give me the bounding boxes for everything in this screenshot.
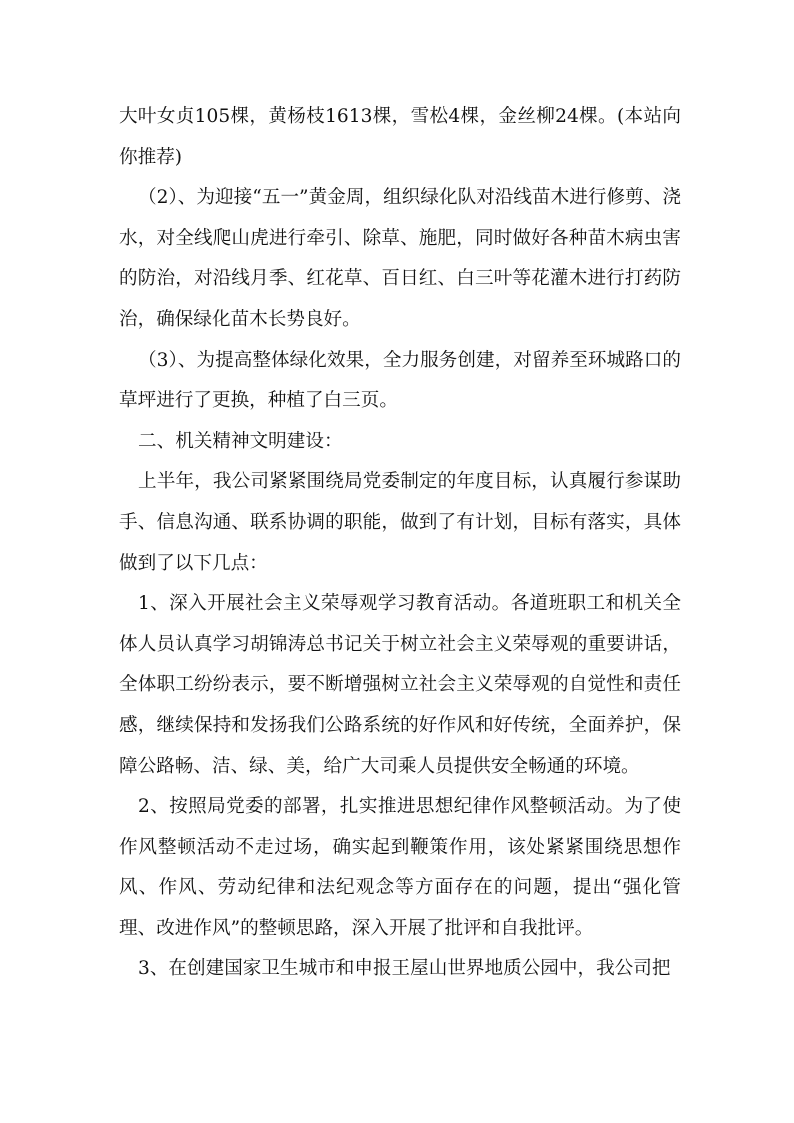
paragraph-tree-counts: 大叶女贞105棵，黄杨枝1613棵，雪松4棵，金丝柳24棵。(本站向你推荐) xyxy=(119,106,681,168)
document-body xyxy=(119,97,681,990)
paragraph-point-2: 2、按照局党委的部署，扎实推进思想纪律作风整顿活动。为了使作风整顿活动不走过场，确实起到鞭策作用，该处紧紧围绕思想作风、作风、劳动纪律和法纪观念等方面存在的问题，提出“强化管理、改进作风”的整顿思路，深入开展了批评和自我批评。 xyxy=(119,796,681,939)
section-heading: 二、机关精神文明建设： xyxy=(138,430,343,452)
paragraph-item-2: （2）、为迎接“五一”黄金周，组织绿化队对沿线苗木进行修剪、浇水，对全线爬山虎进行牵引、除草、施肥，同时做好各种苗木病虫害的防治，对沿线月季、红花草、百日红、白三叶等花灌木进行打药防治，确保绿化苗木长势良好。 xyxy=(119,187,681,330)
paragraph-point-3: 3、在创建国家卫生城市和申报王屋山世界地质公园中，我公司把 xyxy=(138,958,671,980)
paragraph-intro: 上半年，我公司紧紧围绕局党委制定的年度目标，认真履行参谋助手、信息沟通、联系协调的职能，做到了有计划，目标有落实，具体做到了以下几点： xyxy=(119,471,681,574)
paragraph-point-1: 1、深入开展社会主义荣辱观学习教育活动。各道班职工和机关全体人员认真学习胡锦涛总书记关于树立社会主义荣辱观的重要讲话，全体职工纷纷表示，要不断增强树立社会主义荣辱观的自觉性和责任感，继续保持和发扬我们公路系统的好作风和好传统，全面养护，保障公路畅、洁、绿、美，给广大司乘人员提供安全畅通的环境。 xyxy=(119,593,681,777)
paragraph-item-3: （3）、为提高整体绿化效果，全力服务创建，对留养至环城路口的草坪进行了更换，种植了白三页。 xyxy=(119,349,681,412)
